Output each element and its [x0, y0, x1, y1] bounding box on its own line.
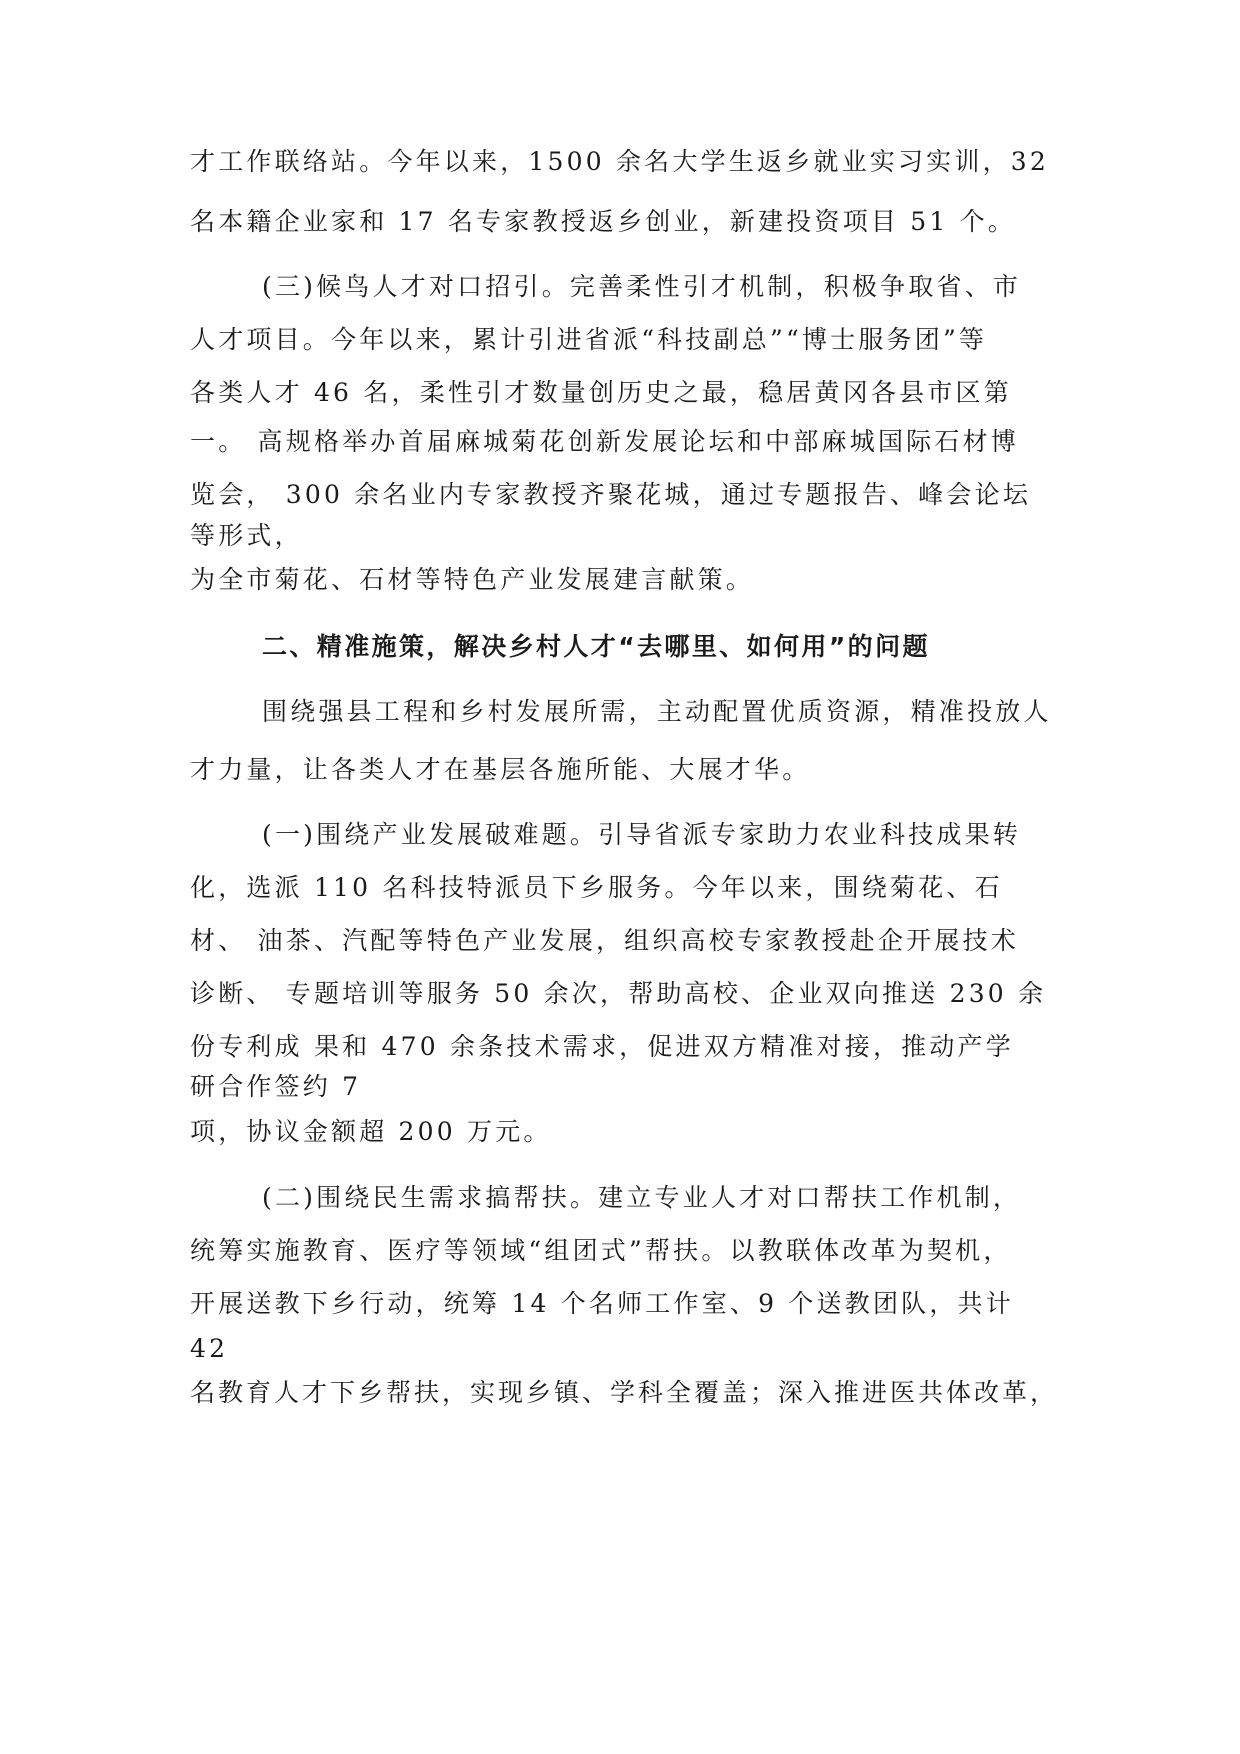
body-text-line: 才力量，让各类人才在基层各施所能、大展才华。: [190, 755, 811, 784]
body-text-line: 研合作签约 7: [190, 1072, 362, 1101]
body-text-line: 为全市菊花、石材等特色产业发展建言献策。: [190, 565, 755, 594]
body-text-line: 开展送教下乡行动，统筹 14 个名师工作室、9 个送教团队，共计: [190, 1289, 1014, 1318]
body-text-line: 览会， 300 余名业内专家教授齐聚花城，通过专题报告、峰会论坛: [190, 480, 1032, 509]
body-text-line: 一。 高规格举办首届麻城菊花创新发展论坛和中部麻城国际石材博: [190, 427, 1019, 456]
body-text-line: 名本籍企业家和 17 名专家教授返乡创业，新建投资项目 51 个。: [190, 207, 1017, 236]
body-text-line: 材、 油茶、汽配等特色产业发展，组织高校专家教授赴企开展技术: [190, 926, 1019, 955]
body-text-line: 人才项目。今年以来，累计引进省派“科技副总”“博士服务团”等: [190, 325, 988, 354]
body-text-line: 等形式，: [190, 521, 303, 550]
body-text-line: 份专利成 果和 470 余条技术需求，促进双方精准对接，推动产学: [190, 1032, 1014, 1061]
body-text-line: 化，选派 110 名科技特派员下乡服务。今年以来，围绕菊花、石: [190, 873, 1003, 902]
section-heading: 二、精准施策，解决乡村人才“去哪里、如何用”的问题: [262, 632, 930, 661]
subsection-paragraph-start: (一)围绕产业发展破难题。引导省派专家助力农业科技成果转: [262, 820, 1022, 849]
body-text-line: 才工作联络站。今年以来，1500 余名大学生返乡就业实习实训，32: [190, 147, 1049, 176]
subsection-paragraph-start: (二)围绕民生需求搞帮扶。建立专业人才对口帮扶工作机制，: [262, 1183, 1022, 1212]
paragraph-start: 围绕强县工程和乡村发展所需，主动配置优质资源，精准投放人: [262, 697, 1052, 726]
body-text-line: 诊断、 专题培训等服务 50 余次，帮助高校、企业双向推送 230 余: [190, 979, 1047, 1008]
body-text-line: 名教育人才下乡帮扶，实现乡镇、学科全覆盖；深入推进医共体改革，: [190, 1378, 1059, 1407]
body-text-line: 项，协议金额超 200 万元。: [190, 1117, 552, 1146]
body-text-line: 各类人才 46 名，柔性引才数量创历史之最，稳居黄冈各县市区第: [190, 378, 1012, 407]
subsection-paragraph-start: (三)候鸟人才对口招引。完善柔性引才机制，积极争取省、市: [262, 272, 1022, 301]
body-text-line: 42: [190, 1334, 229, 1363]
body-text-line: 统筹实施教育、医疗等领域“组团式”帮扶。以教联体改革为契机，: [190, 1236, 1012, 1265]
